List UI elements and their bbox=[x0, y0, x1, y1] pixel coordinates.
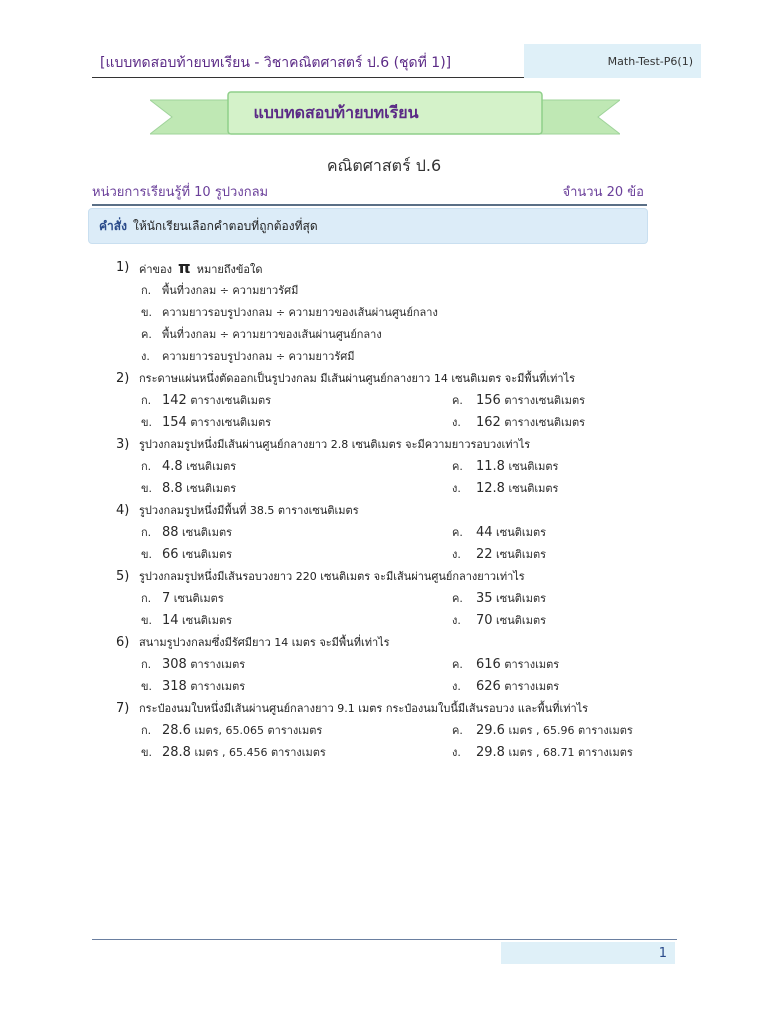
option-letter[interactable]: ข. bbox=[141, 680, 153, 693]
option-text[interactable]: 44 เซนติเมตร bbox=[476, 525, 546, 540]
option-text[interactable]: 142 ตารางเซนติเมตร bbox=[162, 393, 272, 408]
option-letter[interactable]: ข. bbox=[141, 416, 153, 429]
option-letter[interactable]: ง. bbox=[452, 614, 461, 627]
question-2 bbox=[0, 368, 768, 434]
option-letter[interactable]: ค. bbox=[452, 724, 463, 737]
question-3 bbox=[0, 434, 768, 500]
answer-option[interactable]: ข. ความยาวรอบรูปวงกลม ÷ ความยาวของเส้นผ่านศูนย์กลาง bbox=[141, 306, 438, 319]
question-4 bbox=[0, 500, 768, 566]
question-5 bbox=[0, 566, 768, 632]
question-text: รูปวงกลมรูปหนึ่งมีเส้นผ่านศูนย์กลางยาว 2.8 เซนติเมตร จะมีความยาวรอบวงเท่าไร bbox=[139, 438, 531, 451]
option-text[interactable]: 4.8 เซนติเมตร bbox=[162, 459, 237, 474]
option-letter[interactable]: ง. bbox=[452, 548, 461, 561]
question-number: 4) bbox=[116, 503, 130, 518]
option-letter[interactable]: ง. bbox=[452, 482, 461, 495]
answer-option-row bbox=[0, 588, 768, 610]
option-text[interactable]: 616 ตารางเมตร bbox=[476, 657, 560, 672]
answer-option-row bbox=[0, 522, 768, 544]
option-letter[interactable]: ก. bbox=[141, 460, 152, 473]
question-text: ค่าของ π หมายถึงข้อใด bbox=[139, 258, 263, 277]
answer-option-row bbox=[0, 742, 768, 764]
header-code-box bbox=[524, 44, 701, 78]
option-letter[interactable]: ค. bbox=[452, 394, 463, 407]
option-letter[interactable]: ก. bbox=[141, 658, 152, 671]
page-number: 1 bbox=[658, 945, 667, 961]
question-number: 1) bbox=[116, 260, 130, 275]
answer-option-row bbox=[0, 544, 768, 566]
answer-option-row bbox=[0, 412, 768, 434]
option-text[interactable]: 318 ตารางเมตร bbox=[162, 679, 246, 694]
option-letter[interactable]: ง. bbox=[452, 416, 461, 429]
answer-option[interactable]: ง. ความยาวรอบรูปวงกลม ÷ ความยาวรัศมี bbox=[141, 350, 355, 363]
option-letter[interactable]: ข. bbox=[141, 746, 153, 759]
answer-option-row bbox=[0, 720, 768, 742]
option-text[interactable]: 154 ตารางเซนติเมตร bbox=[162, 415, 272, 430]
option-text[interactable]: 29.6 เมตร , 65.96 ตารางเมตร bbox=[476, 723, 633, 738]
option-text[interactable]: 29.8 เมตร , 68.71 ตารางเมตร bbox=[476, 745, 633, 760]
option-text[interactable]: 35 เซนติเมตร bbox=[476, 591, 546, 606]
option-letter[interactable]: ก. bbox=[141, 724, 152, 737]
option-letter[interactable]: ง. bbox=[452, 746, 461, 759]
answer-option-row bbox=[0, 478, 768, 500]
option-text[interactable]: 28.6 เมตร, 65.065 ตารางเมตร bbox=[162, 723, 323, 738]
option-text[interactable]: 7 เซนติเมตร bbox=[162, 591, 224, 606]
option-letter[interactable]: ง. bbox=[452, 680, 461, 693]
instruction-text: ให้นักเรียนเลือกคำตอบที่ถูกต้องที่สุด bbox=[132, 218, 318, 233]
option-text[interactable]: 12.8 เซนติเมตร bbox=[476, 481, 559, 496]
option-text[interactable]: 14 เซนติเมตร bbox=[162, 613, 232, 628]
question-number: 7) bbox=[116, 701, 130, 716]
pi-symbol: π bbox=[178, 258, 191, 277]
question-1 bbox=[0, 256, 768, 368]
option-text[interactable]: 156 ตารางเซนติเมตร bbox=[476, 393, 586, 408]
subject-title: คณิตศาสตร์ ป.6 bbox=[326, 156, 442, 175]
question-number: 5) bbox=[116, 569, 130, 584]
unit-divider bbox=[92, 204, 647, 206]
option-letter[interactable]: ค. bbox=[452, 658, 463, 671]
unit-label: หน่วยการเรียนรู้ที่ 10 รูปวงกลม bbox=[92, 185, 269, 200]
option-letter[interactable]: ข. bbox=[141, 614, 153, 627]
option-text[interactable]: 162 ตารางเซนติเมตร bbox=[476, 415, 586, 430]
question-7 bbox=[0, 698, 768, 764]
answer-option[interactable]: ค. พื้นที่วงกลม ÷ ความยาวของเส้นผ่านศูนย์กลาง bbox=[141, 328, 382, 341]
option-letter[interactable]: ข. bbox=[141, 482, 153, 495]
option-text[interactable]: 11.8 เซนติเมตร bbox=[476, 459, 559, 474]
question-number: 2) bbox=[116, 371, 130, 386]
option-text[interactable]: 8.8 เซนติเมตร bbox=[162, 481, 237, 496]
question-count: จำนวน 20 ข้อ bbox=[562, 185, 644, 200]
option-text[interactable]: 70 เซนติเมตร bbox=[476, 613, 546, 628]
question-text: รูปวงกลมรูปหนึ่งมีเส้นรอบวงยาว 220 เซนติเมตร จะมีเส้นผ่านศูนย์กลางยาวเท่าไร bbox=[139, 570, 525, 583]
answer-option-row bbox=[0, 390, 768, 412]
option-letter[interactable]: ค. bbox=[452, 592, 463, 605]
answer-option-row bbox=[0, 654, 768, 676]
document-code: Math-Test-P6(1) bbox=[607, 54, 693, 68]
option-letter[interactable]: ข. bbox=[141, 548, 153, 561]
header-divider bbox=[92, 77, 524, 78]
option-text[interactable]: 22 เซนติเมตร bbox=[476, 547, 546, 562]
question-text: สนามรูปวงกลมซึ่งมีรัศมียาว 14 เมตร จะมีพื้นที่เท่าไร bbox=[139, 636, 390, 649]
answer-option-row bbox=[0, 456, 768, 478]
question-text: กระป๋องนมใบหนึ่งมีเส้นผ่านศูนย์กลางยาว 9.1 เมตร กระป๋องนมใบนี้มีเส้นรอบวง และพื้นที่เท่าไร bbox=[139, 702, 589, 715]
answer-option-row bbox=[0, 676, 768, 698]
banner-title: แบบทดสอบท้ายบทเรียน bbox=[253, 102, 419, 122]
option-letter[interactable]: ก. bbox=[141, 526, 152, 539]
question-text: กระดาษแผ่นหนึ่งตัดออกเป็นรูปวงกลม มีเส้นผ่านศูนย์กลางยาว 14 เซนติเมตร จะมีพื้นที่เท่าไร bbox=[139, 372, 576, 385]
question-list bbox=[0, 256, 768, 764]
question-text: รูปวงกลมรูปหนึ่งมีพื้นที่ 38.5 ตารางเซนติเมตร bbox=[139, 504, 359, 517]
answer-option[interactable]: ก. พื้นที่วงกลม ÷ ความยาวรัศมี bbox=[141, 284, 299, 297]
instruction-label: คำสั่ง bbox=[99, 218, 127, 233]
question-6 bbox=[0, 632, 768, 698]
option-text[interactable]: 88 เซนติเมตร bbox=[162, 525, 232, 540]
option-letter[interactable]: ก. bbox=[141, 394, 152, 407]
footer-page-box bbox=[501, 942, 675, 964]
document-header-title: [แบบทดสอบท้ายบทเรียน - วิชาคณิตศาสตร์ ป.6 (ชุดที่ 1)] bbox=[100, 55, 452, 71]
option-letter[interactable]: ค. bbox=[452, 526, 463, 539]
unit-row bbox=[92, 181, 644, 202]
question-number: 3) bbox=[116, 437, 130, 452]
option-text[interactable]: 28.8 เมตร , 65.456 ตารางเมตร bbox=[162, 745, 326, 760]
question-number: 6) bbox=[116, 635, 130, 650]
footer-divider bbox=[92, 939, 677, 940]
option-text[interactable]: 66 เซนติเมตร bbox=[162, 547, 232, 562]
answer-option-row bbox=[0, 610, 768, 632]
option-text[interactable]: 626 ตารางเมตร bbox=[476, 679, 560, 694]
option-letter[interactable]: ค. bbox=[452, 460, 463, 473]
option-letter[interactable]: ก. bbox=[141, 592, 152, 605]
option-text[interactable]: 308 ตารางเมตร bbox=[162, 657, 246, 672]
instruction-panel bbox=[88, 208, 648, 244]
